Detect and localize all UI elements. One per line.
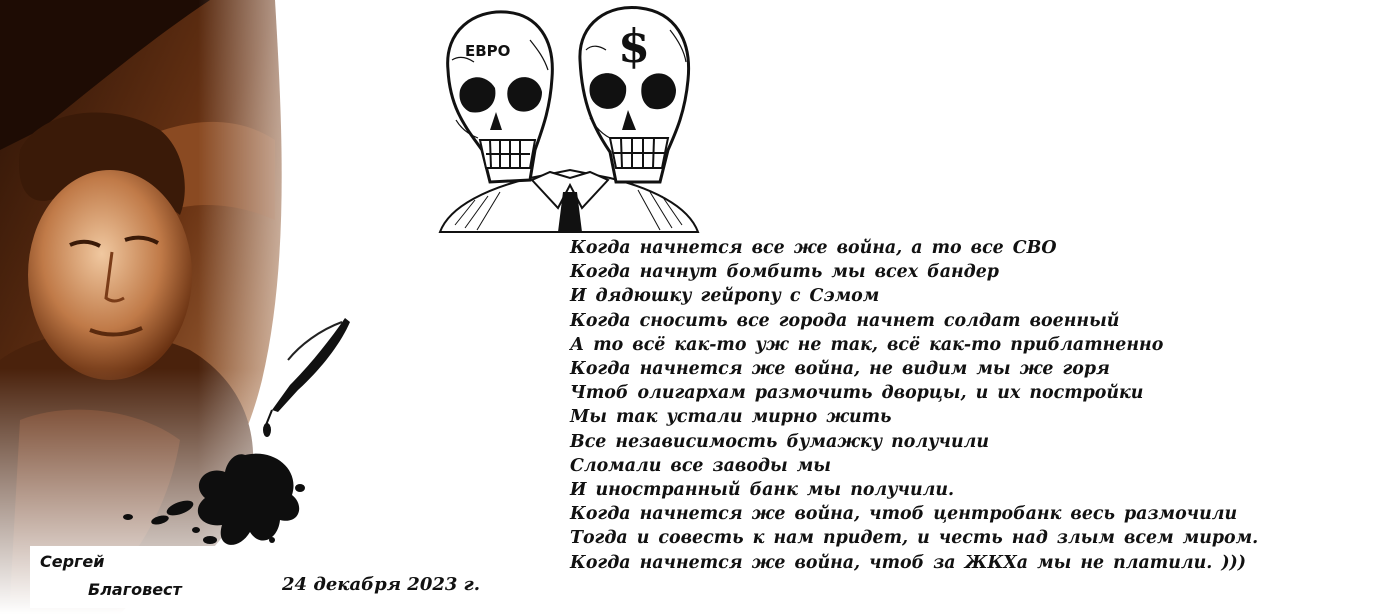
author-first-name: Сергей: [40, 552, 105, 571]
poem-line: Когда сносить все города начнет солдат военный: [570, 310, 1120, 331]
poem-line: Все независимость бумажку получили: [570, 431, 989, 452]
poem-line: И дядюшку гейропу с Сэмом: [570, 286, 880, 307]
author-portrait: [0, 0, 360, 614]
poem-line: И иностранный банк мы получили.: [570, 480, 955, 501]
two-skulls-in-suit-illustration: [430, 0, 710, 238]
poem-line: Когда начнется же война, чтоб за ЖКХа мы не платили. ))): [570, 552, 1247, 573]
author-last-name: Благовест: [88, 580, 182, 599]
euro-skull-label: ЕВРО: [465, 42, 511, 60]
poem-line: Сломали все заводы мы: [570, 455, 831, 476]
poem-line: Когда начнется же война, чтоб центробанк весь размочили: [570, 504, 1238, 525]
poem-line: Когда начнется все же война, а то все СВО: [570, 238, 1057, 258]
poem-line: Когда начнется же война, не видим мы же горя: [570, 359, 1110, 380]
poem-line: Когда начнут бомбить мы всех бандер: [570, 262, 999, 283]
poem-line: Тогда и совесть к нам придет, и честь над злым всем миром.: [570, 528, 1259, 549]
skulls-drawing: [430, 0, 710, 238]
poem-text: [570, 236, 1258, 575]
poem-line: Мы так устали мирно жить: [570, 407, 892, 428]
poem-line: Чтоб олигархам размочить дворцы, и их постройки: [570, 383, 1144, 404]
poem-line: А то всё как-то уж не так, всё как-то приблатненно: [570, 334, 1164, 355]
portrait-image: [0, 0, 360, 614]
dollar-sign-label: $: [617, 19, 651, 73]
poem-date: 24 декабря 2023 г.: [282, 574, 481, 595]
